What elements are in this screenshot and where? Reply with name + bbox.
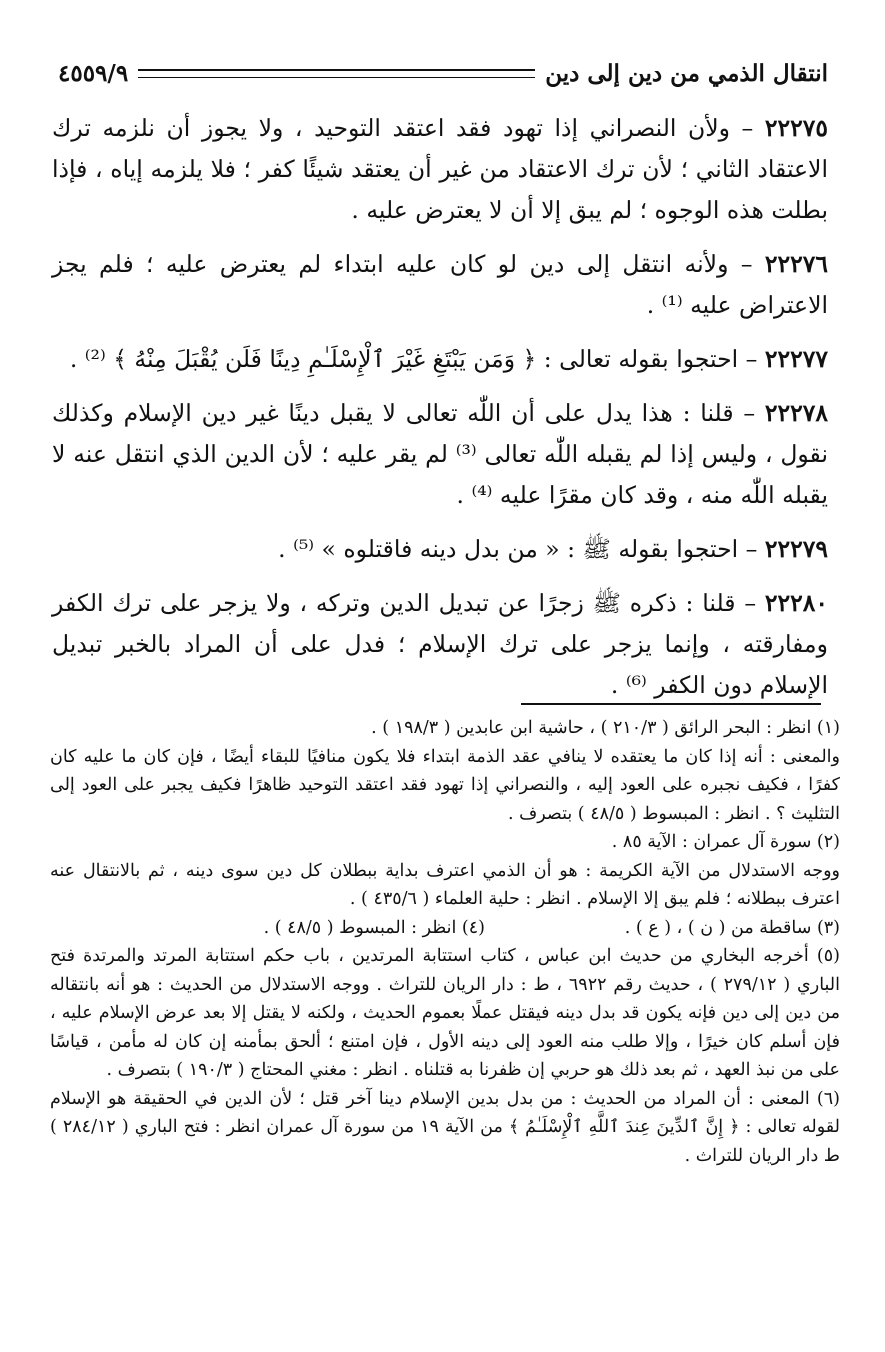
paragraph-text: – احتجوا بقوله تعالى : ﴿ وَمَن يَبْتَغِ غَيْرَ ٱلْإِسْلَـٰمِ دِينًا فَلَن يُقْبَلَ مِنْهُ ﴾ ⁽²⁾ . xyxy=(69,345,765,373)
footnote-1-note: والمعنى : أنه إذا كان ما يعتقده لا ينافي عقد الذمة ابتداء فلا يكون منافيًا للبقاء أيضًا ، فإن كان ما عليه كان كفرًا ، فكيف نجبره على العود إليه ، والنصراني إذا تهود فقد اعتقد التوحيد ظاهرًا فكيف يجبر على العود إلى التثليث ؟ . انظر : المبسوط ( ٤٨/٥ ) بتصرف . xyxy=(50,746,840,824)
footnote-separator xyxy=(521,703,821,705)
running-title: انتقال الذمي من دين إلى دين xyxy=(545,59,828,87)
paragraph-text: – قلنا : ذكره ﷺ زجرًا عن تبديل الدين وتركه ، ولا يزجر على ترك الكفر ومفارقته ، وإنما يزجر على ترك الإسلام ؛ فدل على أن المراد بالخبر تبديل الإسلام دون الكفر ⁽⁶⁾ . xyxy=(52,589,828,699)
paragraph-22278 xyxy=(52,393,828,516)
footnote-5: (٥) أخرجه البخاري من حديث ابن عباس ، كتاب استتابة المرتدين ، باب حكم استتابة المرتد والمرتدة فتح الباري ( ٢٧٩/١٢ ) ، حديث رقم ٦٩٢٢ ، ط : دار الريان للتراث . ووجه الاستدلال من الحديث : هو أنه بانتقاله من دين إلى دين فإنه يكون قد بدل دينه فيقتل عملًا بعموم الحديث ، ولكنه لا يقتل إلا بعد عرض الإسلام عليه ، فإن أسلم كان خيرًا ، وإلا طلب منه العود إلى دينه الأول ، فإن امتنع ؛ ألحق بمأمنه إن كان له مأمن ، قياسًا على من نبذ العهد ، ثم بعد ذلك هو حربي إن ظفرنا به قتلناه . انظر : مغني المحتاج ( ١٩٠/٣ ) بتصرف . xyxy=(50,946,841,1080)
paragraph-text: – احتجوا بقوله ﷺ : « من بدل دينه فاقتلوه » ⁽⁵⁾ . xyxy=(278,535,765,563)
paragraph-number: ٢٢٢٧٥ xyxy=(764,114,828,142)
paragraph-22277 xyxy=(52,339,828,380)
paragraph-22276 xyxy=(52,244,828,326)
paragraph-text: – ولأن النصراني إذا تهود فقد اعتقد التوحيد ، ولا يجوز أن نلزمه ترك الاعتقاد الثاني ؛ لأن ترك الاعتقاد من غير أن يعتقد شيئًا كفر ؛ فلا يلزمه إياه ، فإذا بطلت هذه الوجوه ؛ لم يبق إلا أن لا يعترض عليه . xyxy=(52,114,828,224)
footnotes xyxy=(50,714,840,1170)
paragraph-text: – قلنا : هذا يدل على أن اللّٰه تعالى لا يقبل دينًا غير دين الإسلام وكذلك نقول ، وليس إذا لم يقبله اللّٰه تعالى ⁽³⁾ لم يقر عليه ؛ لأن الدين الذي انتقل عنه لا يقبله اللّٰه منه ، وقد كان مقرًا عليه ⁽⁴⁾ . xyxy=(52,399,828,509)
footnote-2: (٢) سورة آل عمران : الآية ٨٥ . xyxy=(611,832,840,852)
paragraph-22279 xyxy=(52,529,828,570)
footnote-2-note: ووجه الاستدلال من الآية الكريمة : هو أن الذمي اعترف بداية ببطلان كل دين سوى دينه ، ثم بالانتقال عنه اعترف ببطلانه ؛ فلم يبق إلا الإسلام . انظر : حلية العلماء ( ٤٣٥/٦ ) . xyxy=(50,860,840,909)
main-text xyxy=(52,108,828,719)
header-rule xyxy=(138,69,535,78)
paragraph-number: ٢٢٢٧٧ xyxy=(764,345,828,373)
page-number: ٤٥٥٩/٩ xyxy=(58,59,129,87)
footnote-4: (٤) انظر : المبسوط ( ٤٨/٥ ) . xyxy=(263,917,485,938)
footnote-row-3-4 xyxy=(50,914,840,943)
paragraph-number: ٢٢٢٧٦ xyxy=(764,250,828,278)
paragraph-22275 xyxy=(52,108,828,231)
paragraph-22280 xyxy=(52,583,828,706)
page-header xyxy=(58,56,828,90)
footnote-6: (٦) المعنى : أن المراد من الحديث : من بدل بدين الإسلام دينا آخر قتل ؛ لأن الدين في الحقيقة هو الإسلام لقوله تعالى : ﴿ إِنَّ ٱلدِّينَ عِندَ ٱللَّهِ ٱلْإِسْلَـٰمُ ﴾ من الآية ١٩ من سورة آل عمران انظر : فتح الباري ( ٢٨٤/١٢ ) ط دار الريان للتراث . xyxy=(50,1088,840,1166)
paragraph-number: ٢٢٢٨٠ xyxy=(764,589,828,617)
paragraph-text: – ولأنه انتقل إلى دين لو كان عليه ابتداء لم يعترض عليه ؛ فلم يجز الاعتراض عليه ⁽¹⁾ . xyxy=(52,250,828,319)
paragraph-number: ٢٢٢٧٨ xyxy=(764,399,828,427)
paragraph-number: ٢٢٢٧٩ xyxy=(764,535,828,563)
footnote-3: (٣) ساقطة من ( ن ) ، ( ع ) . xyxy=(624,917,840,938)
footnote-1: (١) انظر : البحر الرائق ( ٢١٠/٣ ) ، حاشية ابن عابدين ( ١٩٨/٣ ) . xyxy=(371,718,840,738)
